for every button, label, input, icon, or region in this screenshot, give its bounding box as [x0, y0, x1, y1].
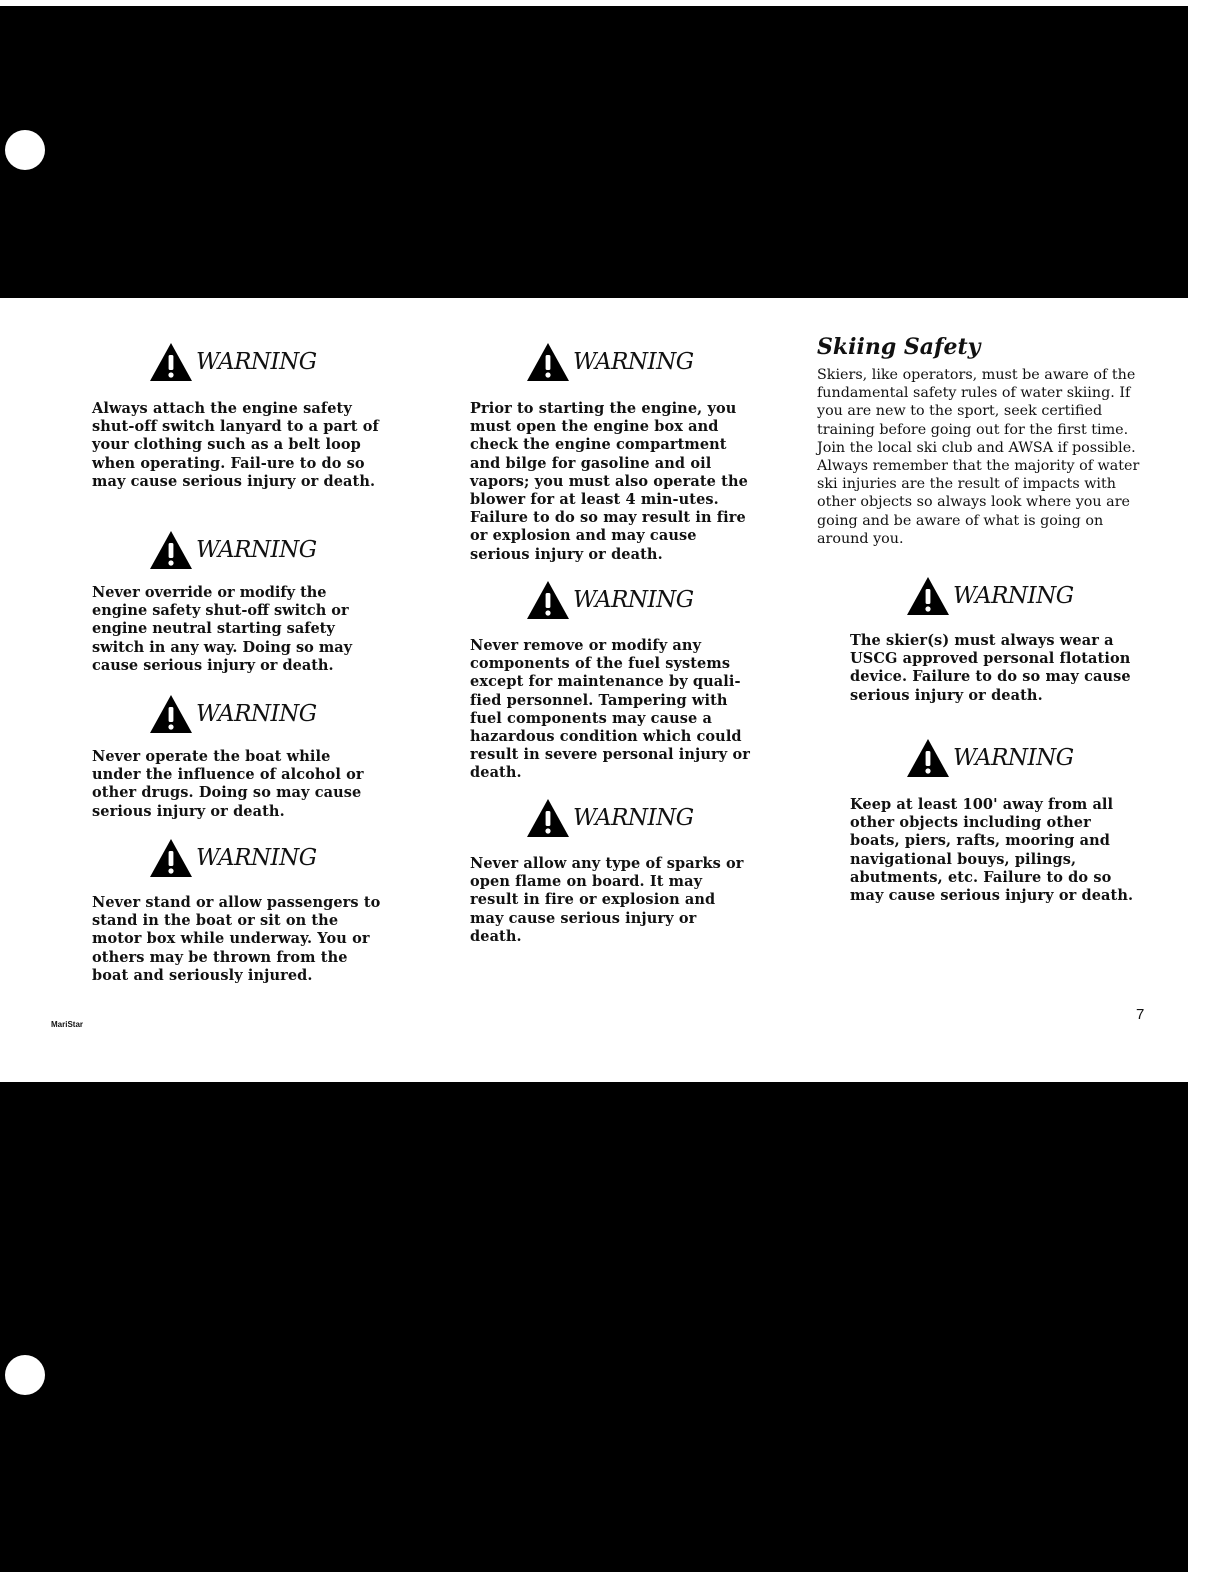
warning-text: The skier(s) must always wear a USCG approved personal flotation device. Failure to do so may cause serious injury or death. [850, 632, 1131, 704]
warning-text-c2-3 [470, 855, 750, 946]
warning-text: Prior to starting the engine, you must open the engine box and check the engine compartment and bilge for gasoline and oil vapors; you must also operate the blower for at least 4 min-utes. Failure to do so may result in fire or explosion and may cause serious injury or death. [470, 400, 748, 563]
warning-text: Never operate the boat while under the influence of alcohol or other drugs. Doing so may cause serious injury or death. [92, 748, 364, 820]
warning-triangle-icon [525, 579, 571, 621]
warning-triangle-icon [148, 693, 194, 735]
warning-header-c1-3 [148, 694, 317, 734]
warning-triangle-icon [905, 737, 951, 779]
warning-header-c1-4 [148, 838, 317, 878]
warning-text: Keep at least 100' away from all other objects including other boats, piers, rafts, mooring and navigational bouys, pilings, abutments, etc. Failure to do so may cause serious injury or death. [850, 796, 1134, 905]
warning-triangle-icon [148, 837, 194, 879]
warning-triangle-icon [905, 575, 951, 617]
warning-triangle-icon [148, 341, 194, 383]
warning-label: WARNING [196, 349, 317, 375]
warning-header-c1-2 [148, 530, 317, 570]
section-title: Skiing Safety [817, 334, 981, 360]
skiing-safety-section [817, 334, 1147, 548]
warning-header-c1-1 [148, 342, 317, 382]
warning-triangle-icon [525, 797, 571, 839]
warning-text-c3-1 [850, 632, 1140, 705]
warning-text: Never allow any type of sparks or open flame on board. It may result in fire or explosion and may cause serious injury or death. [470, 855, 744, 945]
footer-brand: MariStar [51, 1020, 84, 1029]
warning-label: WARNING [196, 537, 317, 563]
warning-label: WARNING [196, 845, 317, 871]
warning-label: WARNING [573, 349, 694, 375]
binder-hole-top [5, 130, 45, 170]
top-scan-border [0, 6, 1188, 298]
warning-label: WARNING [573, 587, 694, 613]
warning-text-c1-4 [92, 894, 382, 985]
warning-text: Never stand or allow passengers to stand in the boat or sit on the motor box while underway. You or others may be thrown from the boat and seriously injured. [92, 894, 381, 984]
warning-label: WARNING [953, 583, 1074, 609]
warning-header-c2-3 [525, 798, 694, 838]
warning-header-c3-1 [905, 576, 1074, 616]
warning-triangle-icon [148, 529, 194, 571]
warning-text-c1-2 [92, 584, 382, 675]
warning-header-c2-2 [525, 580, 694, 620]
warning-header-c3-2 [905, 738, 1074, 778]
warning-label: WARNING [573, 805, 694, 831]
warning-text: Always attach the engine safety shut-off switch lanyard to a part of your clothing such as a belt loop when operating. Fail-ure to do so may cause serious injury or death. [92, 400, 379, 490]
warning-text-c1-3 [92, 748, 382, 821]
warning-text: Never remove or modify any components of the fuel systems except for maintenance by quali-fied personnel. Tampering with fuel components may cause a hazardous condition which could result in severe personal injury or death. [470, 637, 750, 782]
bottom-rule [0, 1570, 1188, 1572]
warning-label: WARNING [196, 701, 317, 727]
warning-text-c2-1 [470, 400, 760, 564]
bottom-scan-border [0, 1082, 1188, 1570]
page-number: 7 [1136, 1006, 1145, 1023]
section-intro: Skiers, like operators, must be aware of the fundamental safety rules of water skiing. If you are new to the sport, seek certified training before going out for the first time. Join the local ski club and AWSA if possible. Always remember that the majority of water ski injuries are the result of impacts with other objects so always look where you are going and be aware of what is going on around you. [817, 367, 1140, 547]
warning-text-c1-1 [92, 400, 382, 491]
binder-hole-bottom [5, 1355, 45, 1395]
warning-text-c2-2 [470, 637, 760, 783]
warning-label: WARNING [953, 745, 1074, 771]
warning-header-c2-1 [525, 342, 694, 382]
warning-text-c3-2 [850, 796, 1140, 905]
warning-triangle-icon [525, 341, 571, 383]
warning-text: Never override or modify the engine safety shut-off switch or engine neutral starting safety switch in any way. Doing so may cause serious injury or death. [92, 584, 353, 674]
